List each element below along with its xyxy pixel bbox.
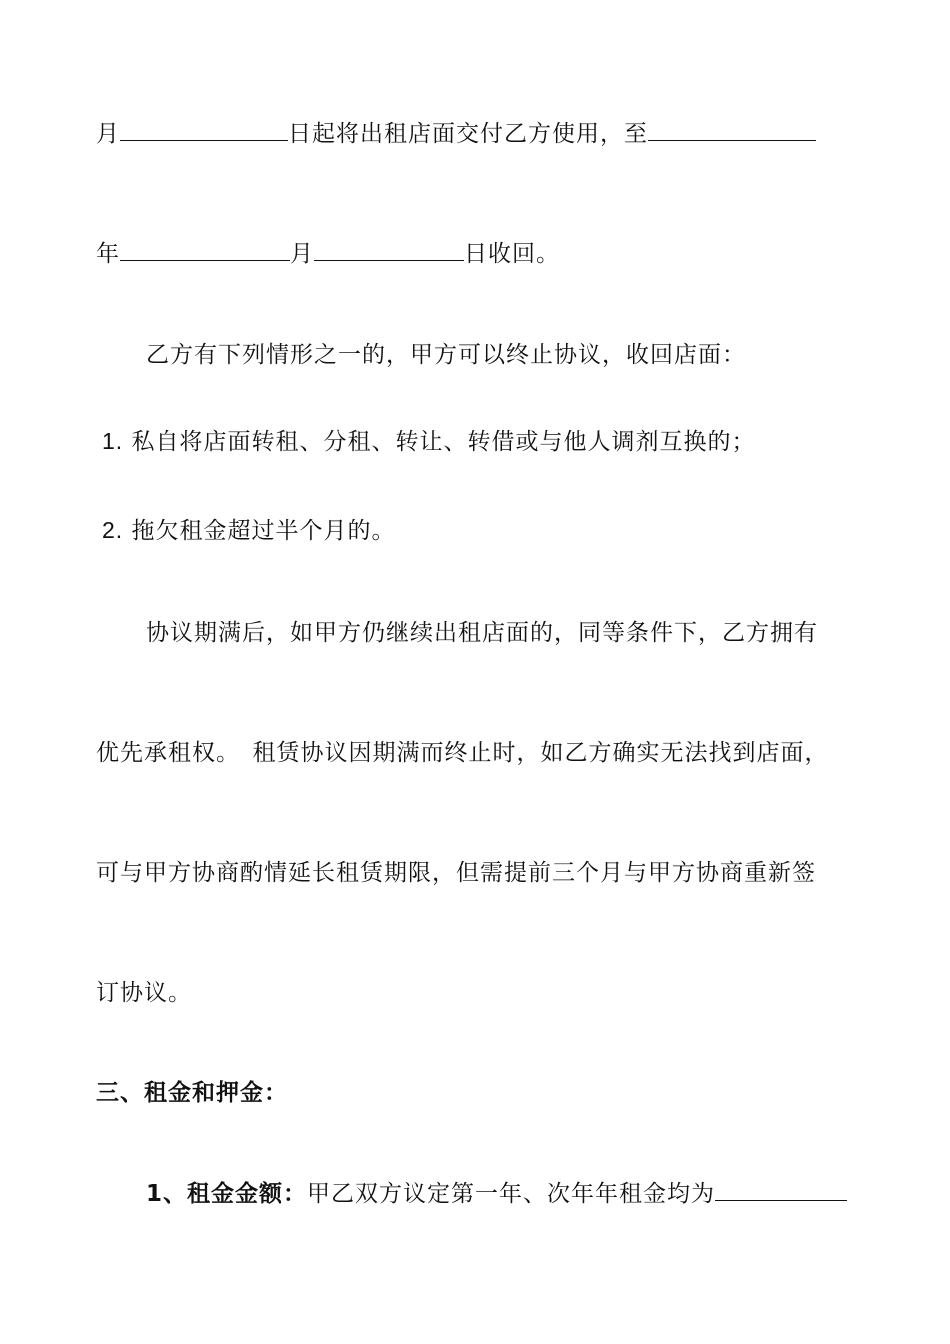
- rent-text: 甲乙双方议定第一年、次年年租金均为: [307, 1181, 716, 1207]
- paragraph-termination-conditions: 乙方有下列情形之一的，甲方可以终止协议，收回店面：: [146, 342, 746, 368]
- blank-rent-amount[interactable]: [715, 1178, 847, 1201]
- text-month: 月: [96, 121, 120, 147]
- list-text-1: 私自将店面转租、分租、转让、转借或与他人调剂互换的；: [131, 429, 756, 455]
- list-text-2: 拖欠租金超过半个月的。: [131, 518, 396, 544]
- text-year: 年: [96, 241, 120, 267]
- paragraph-renewal-line-2: 优先承租权。 租赁协议因期满而终止时，如乙方确实无法找到店面，: [96, 740, 829, 766]
- section-heading-rent-deposit: 三、租金和押金：: [96, 1080, 288, 1106]
- line-rent-amount: [146, 1178, 847, 1209]
- paragraph-renewal-line-1: 协议期满后，如甲方仍继续出租店面的，同等条件下，乙方拥有: [146, 620, 818, 646]
- blank-day[interactable]: [120, 118, 288, 141]
- blank-end-year[interactable]: [648, 118, 816, 141]
- blank-month[interactable]: [120, 238, 290, 261]
- line-delivery-date: [96, 118, 816, 149]
- rent-label: 1、租金金额：: [146, 1181, 308, 1207]
- text-month-2: 月: [290, 241, 314, 267]
- text-return: 日收回。: [464, 241, 560, 267]
- list-item-1: [102, 426, 756, 457]
- paragraph-renewal-line-4: 订协议。: [96, 980, 192, 1006]
- list-item-2: [102, 515, 396, 546]
- list-number-1: 1.: [102, 428, 124, 454]
- list-number-2: 2.: [102, 517, 124, 543]
- line-return-date: [96, 238, 560, 269]
- text-delivery: 日起将出租店面交付乙方使用，至: [288, 121, 648, 147]
- paragraph-renewal-line-3: 可与甲方协商酌情延长租赁期限，但需提前三个月与甲方协商重新签: [96, 860, 816, 886]
- blank-day-2[interactable]: [314, 238, 464, 261]
